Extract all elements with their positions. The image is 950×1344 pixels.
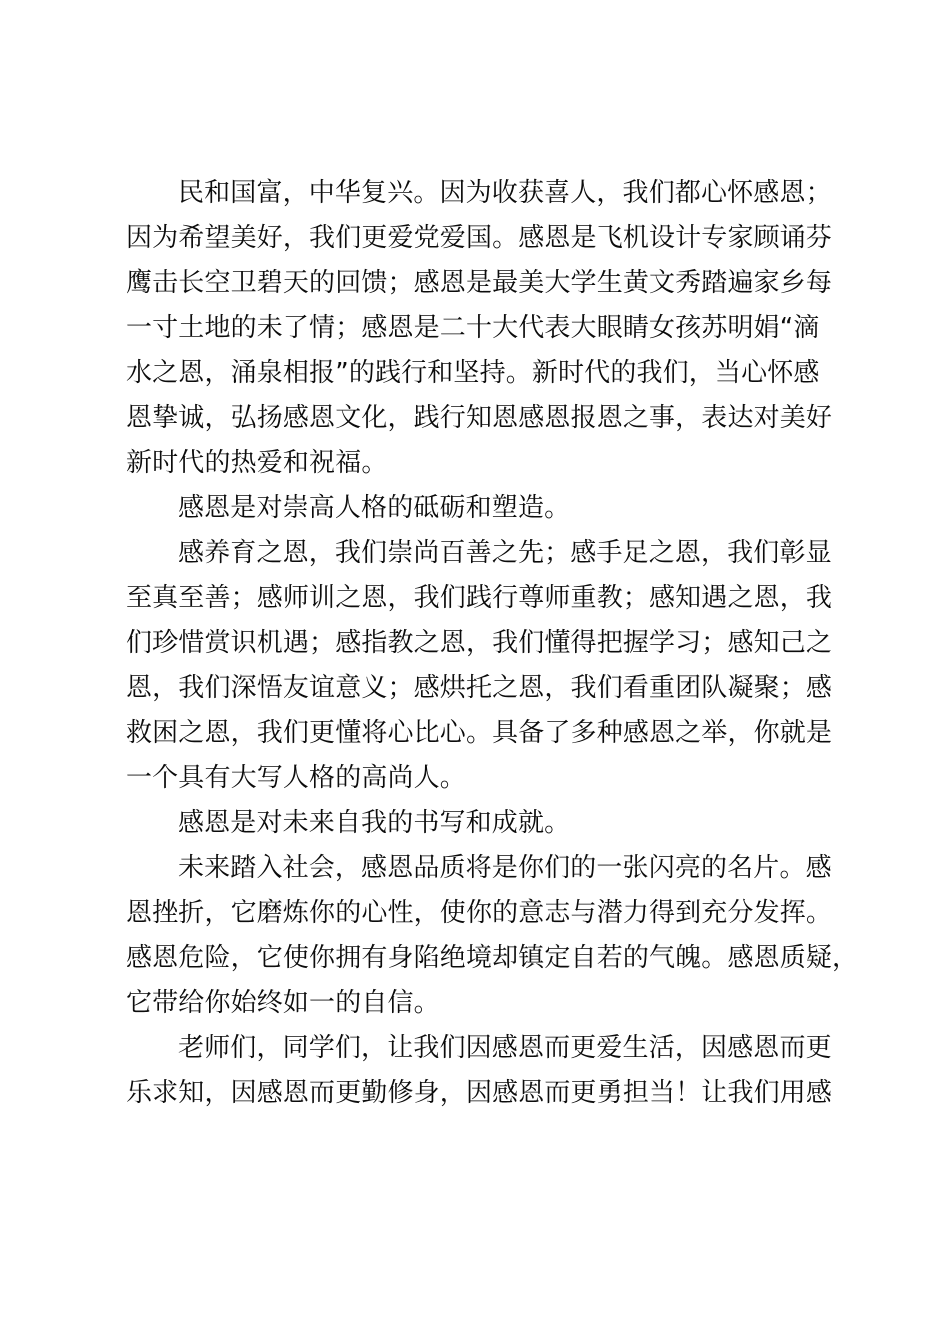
text-line: 感恩危险，它使你拥有身陷绝境却镇定自若的气魄。感恩质疑，	[126, 943, 859, 973]
text-line: 们珍惜赏识机遇；感指教之恩，我们懂得把握学习；感知己之	[126, 628, 833, 658]
text-line: 至真至善；感师训之恩，我们践行尊师重教；感知遇之恩，我	[126, 583, 833, 613]
text-line: 未来踏入社会，感恩品质将是你们的一张闪亮的名片。感	[178, 853, 832, 883]
text-line: 恩挚诚，弘扬感恩文化，践行知恩感恩报恩之事，表达对美好	[126, 403, 833, 433]
text-line: 水之恩，涌泉相报”的践行和坚持。新时代的我们，当心怀感	[126, 358, 820, 388]
text-line: 恩挫折，它磨炼你的心性，使你的意志与潜力得到充分发挥。	[126, 898, 833, 928]
text-line: 民和国富，中华复兴。因为收获喜人，我们都心怀感恩；	[178, 178, 832, 208]
text-line: 一寸土地的未了情；感恩是二十大代表大眼睛女孩苏明娟“滴	[126, 313, 820, 343]
text-line: 感恩是对崇高人格的砥砺和塑造。	[178, 493, 571, 523]
text-line: 因为希望美好，我们更爱党爱国。感恩是飞机设计专家顾诵芬	[126, 223, 833, 253]
text-line: 一个具有大写人格的高尚人。	[126, 763, 466, 793]
text-line: 老师们，同学们，让我们因感恩而更爱生活，因感恩而更	[178, 1033, 832, 1063]
text-line: 救困之恩，我们更懂将心比心。具备了多种感恩之举，你就是	[126, 718, 833, 748]
text-line: 新时代的热爱和祝福。	[126, 448, 388, 478]
text-line: 它带给你始终如一的自信。	[126, 988, 440, 1018]
text-line: 感恩是对未来自我的书写和成就。	[178, 808, 571, 838]
text-line: 鹰击长空卫碧天的回馈；感恩是最美大学生黄文秀踏遍家乡每	[126, 268, 833, 298]
text-line: 恩，我们深悟友谊意义；感烘托之恩，我们看重团队凝聚；感	[126, 673, 833, 703]
text-line: 感养育之恩，我们崇尚百善之先；感手足之恩，我们彰显	[178, 538, 832, 568]
text-line: 乐求知，因感恩而更勤修身，因感恩而更勇担当！让我们用感	[126, 1078, 833, 1108]
